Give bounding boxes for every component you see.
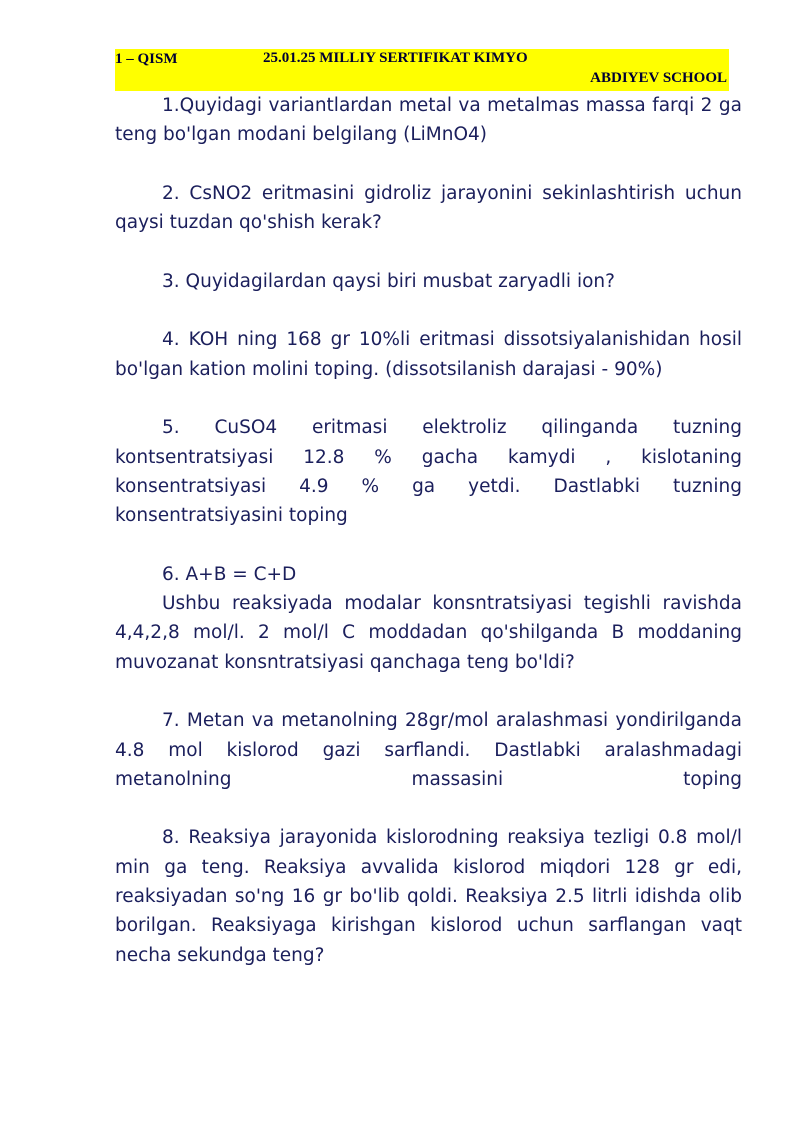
header-part: 1 – QISM [115, 51, 178, 67]
header-title: 25.01.25 MILLIY SERTIFIKAT KIMYO [263, 50, 528, 66]
question-3: 3. Quyidagilardan qaysi biri musbat zaryadli ion? [162, 270, 615, 292]
question-7: 7. Metan va metanolning 28gr/mol aralashmasi yondirilganda 4.8 mol kislorod gazi sarflandi. Dastlabki aralashmadagi metanolning massasini toping [115, 710, 742, 790]
question-5: 5. CuSO4 eritmasi elektroliz qilinganda tuzning kontsentratsiyasi 12.8 % gacha kamydi , kislotaning konsentratsiyasi 4.9 % ga yetdi. Dastlabki tuzning konsentratsiyasini toping [115, 417, 742, 527]
question-4: 4. KOH ning 168 gr 10%li eritmasi dissotsiyalanishidan hosil bo'lgan kation molini toping. (dissotsilanish darajasi - 90%) [115, 329, 742, 380]
header-banner [115, 49, 729, 91]
header-school: ABDIYEV SCHOOL [590, 70, 727, 86]
question-6-text: Ushbu reaksiyada modalar konsntratsiyasi tegishli ravishda 4,4,2,8 mol/l. 2 mol/l C moddadan qo'shilganda B moddaning muvozanat konsntratsiyasi qanchaga teng bo'ldi? [115, 593, 742, 673]
question-6: 6. A+B = C+D [162, 563, 297, 585]
questions-body [115, 91, 742, 970]
question-8: 8. Reaksiya jarayonida kislorodning reaksiya tezligi 0.8 mol/l min ga teng. Reaksiya avvalida kislorod miqdori 128 gr edi, reaksiyadan so'ng 16 gr bo'lib qoldi. Reaksiya 2.5 litrli idishda olib borilgan. Reaksiyaga kirishgan kislorod uchun sarflangan vaqt necha sekundga teng? [115, 827, 742, 966]
question-1: 1.Quyidagi variantlardan metal va metalmas massa farqi 2 ga teng bo'lgan modani belgilang (LiMnO4) [115, 95, 742, 146]
question-2: 2. CsNO2 eritmasini gidroliz jarayonini sekinlashtirish uchun qaysi tuzdan qo'shish kerak? [115, 182, 742, 234]
